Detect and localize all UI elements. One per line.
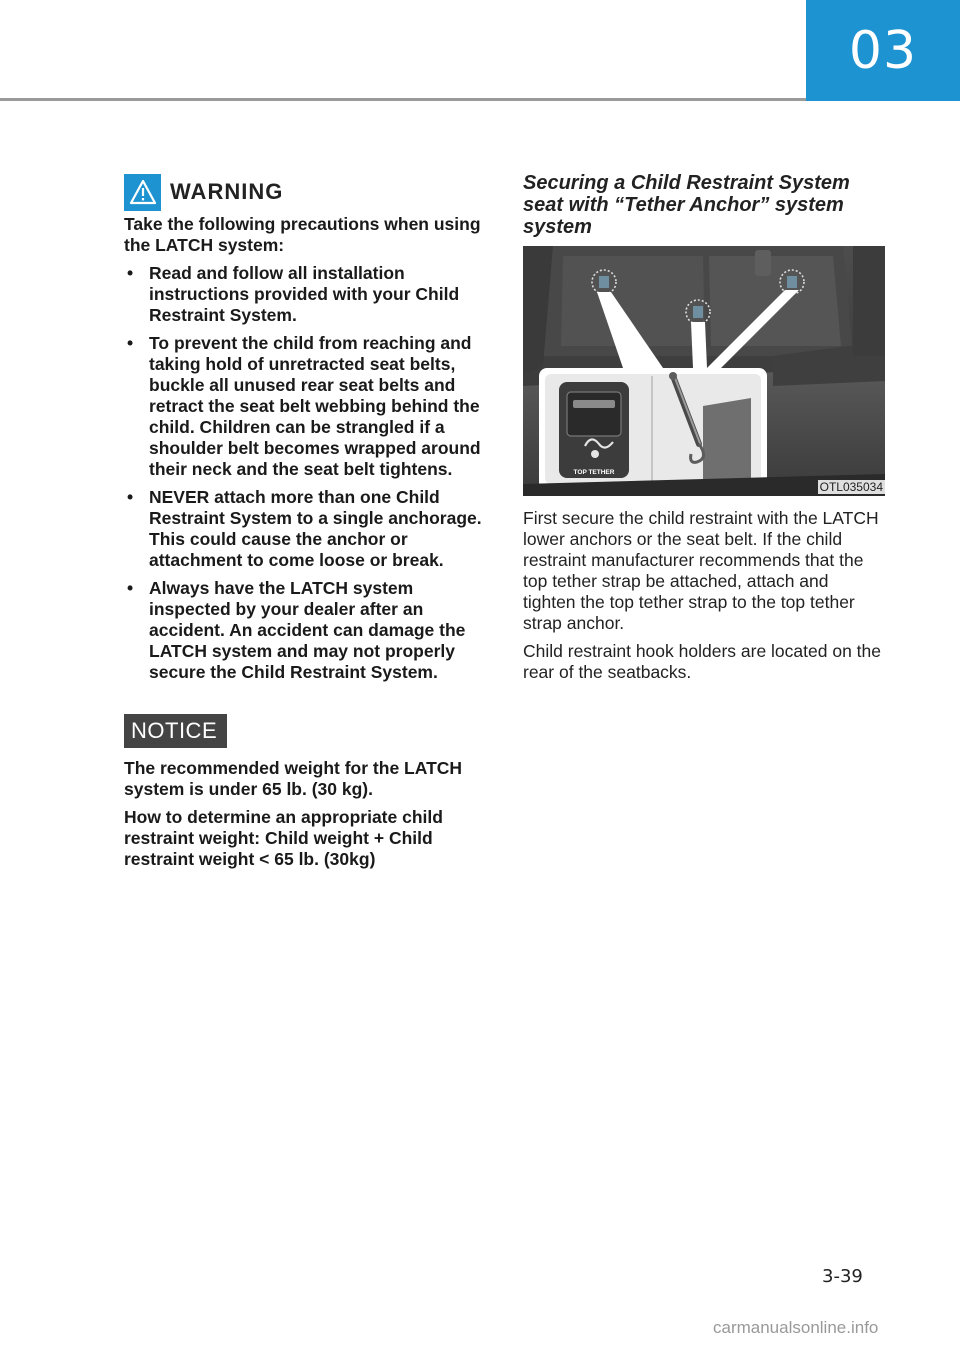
left-column <box>124 172 486 877</box>
body-paragraph: Child restraint hook holders are located on the rear of the seatbacks. <box>523 641 881 682</box>
notice-label: NOTICE <box>124 714 227 748</box>
notice-paragraph: The recommended weight for the LATCH system is under 65 lb. (30 kg). <box>124 758 463 799</box>
warning-item: • Always have the LATCH system inspected by your dealer after an accident. An accident can damage the LATCH system and may not properly secure the Child Restraint System. <box>124 578 486 683</box>
warning-list <box>124 263 486 683</box>
warning-intro: Take the following precautions when using the LATCH system: <box>124 214 481 255</box>
figure-code: OTL035034 <box>819 480 883 494</box>
warning-item: • To prevent the child from reaching and taking hold of unretracted seat belts, buckle all unused rear seat belts and retract the seat belt webbing behind the child. Children can be strangled if a shoulder belt becomes wrapped around their neck and the seat belt tightens. <box>124 333 486 480</box>
warning-header <box>124 172 486 212</box>
warning-title: WARNING <box>170 179 284 204</box>
page-number: 3-39 <box>822 1266 863 1287</box>
chapter-number: 03 <box>848 20 918 81</box>
warning-item: • Read and follow all installation instructions provided with your Child Restraint System. <box>124 263 486 326</box>
right-column <box>523 172 885 690</box>
notice-paragraph: How to determine an appropriate child restraint weight: Child weight + Child restraint weight < 65 lb. (30kg) <box>124 807 443 869</box>
warning-item: • NEVER attach more than one Child Restraint System to a single anchorage. This could cause the anchor or attachment to come loose or break. <box>124 487 486 571</box>
tether-text <box>523 508 885 683</box>
chapter-tab <box>806 0 960 101</box>
watermark: carmanualsonline.info <box>713 1318 879 1337</box>
header-rule <box>0 98 806 101</box>
tether-anchor-figure <box>523 246 885 496</box>
section-title: Securing a Child Restraint System seat with “Tether Anchor” system system <box>523 172 850 238</box>
warning-icon <box>124 174 161 211</box>
tether-anchor-illustration <box>523 246 885 496</box>
body-paragraph: First secure the child restraint with the LATCH lower anchors or the seat belt. If the child restraint manufacturer recommends that the top tether strap be attached, attach and tighten the top tether strap to the top tether strap anchor. <box>523 508 879 633</box>
inset-label: TOP TETHER <box>573 469 615 476</box>
